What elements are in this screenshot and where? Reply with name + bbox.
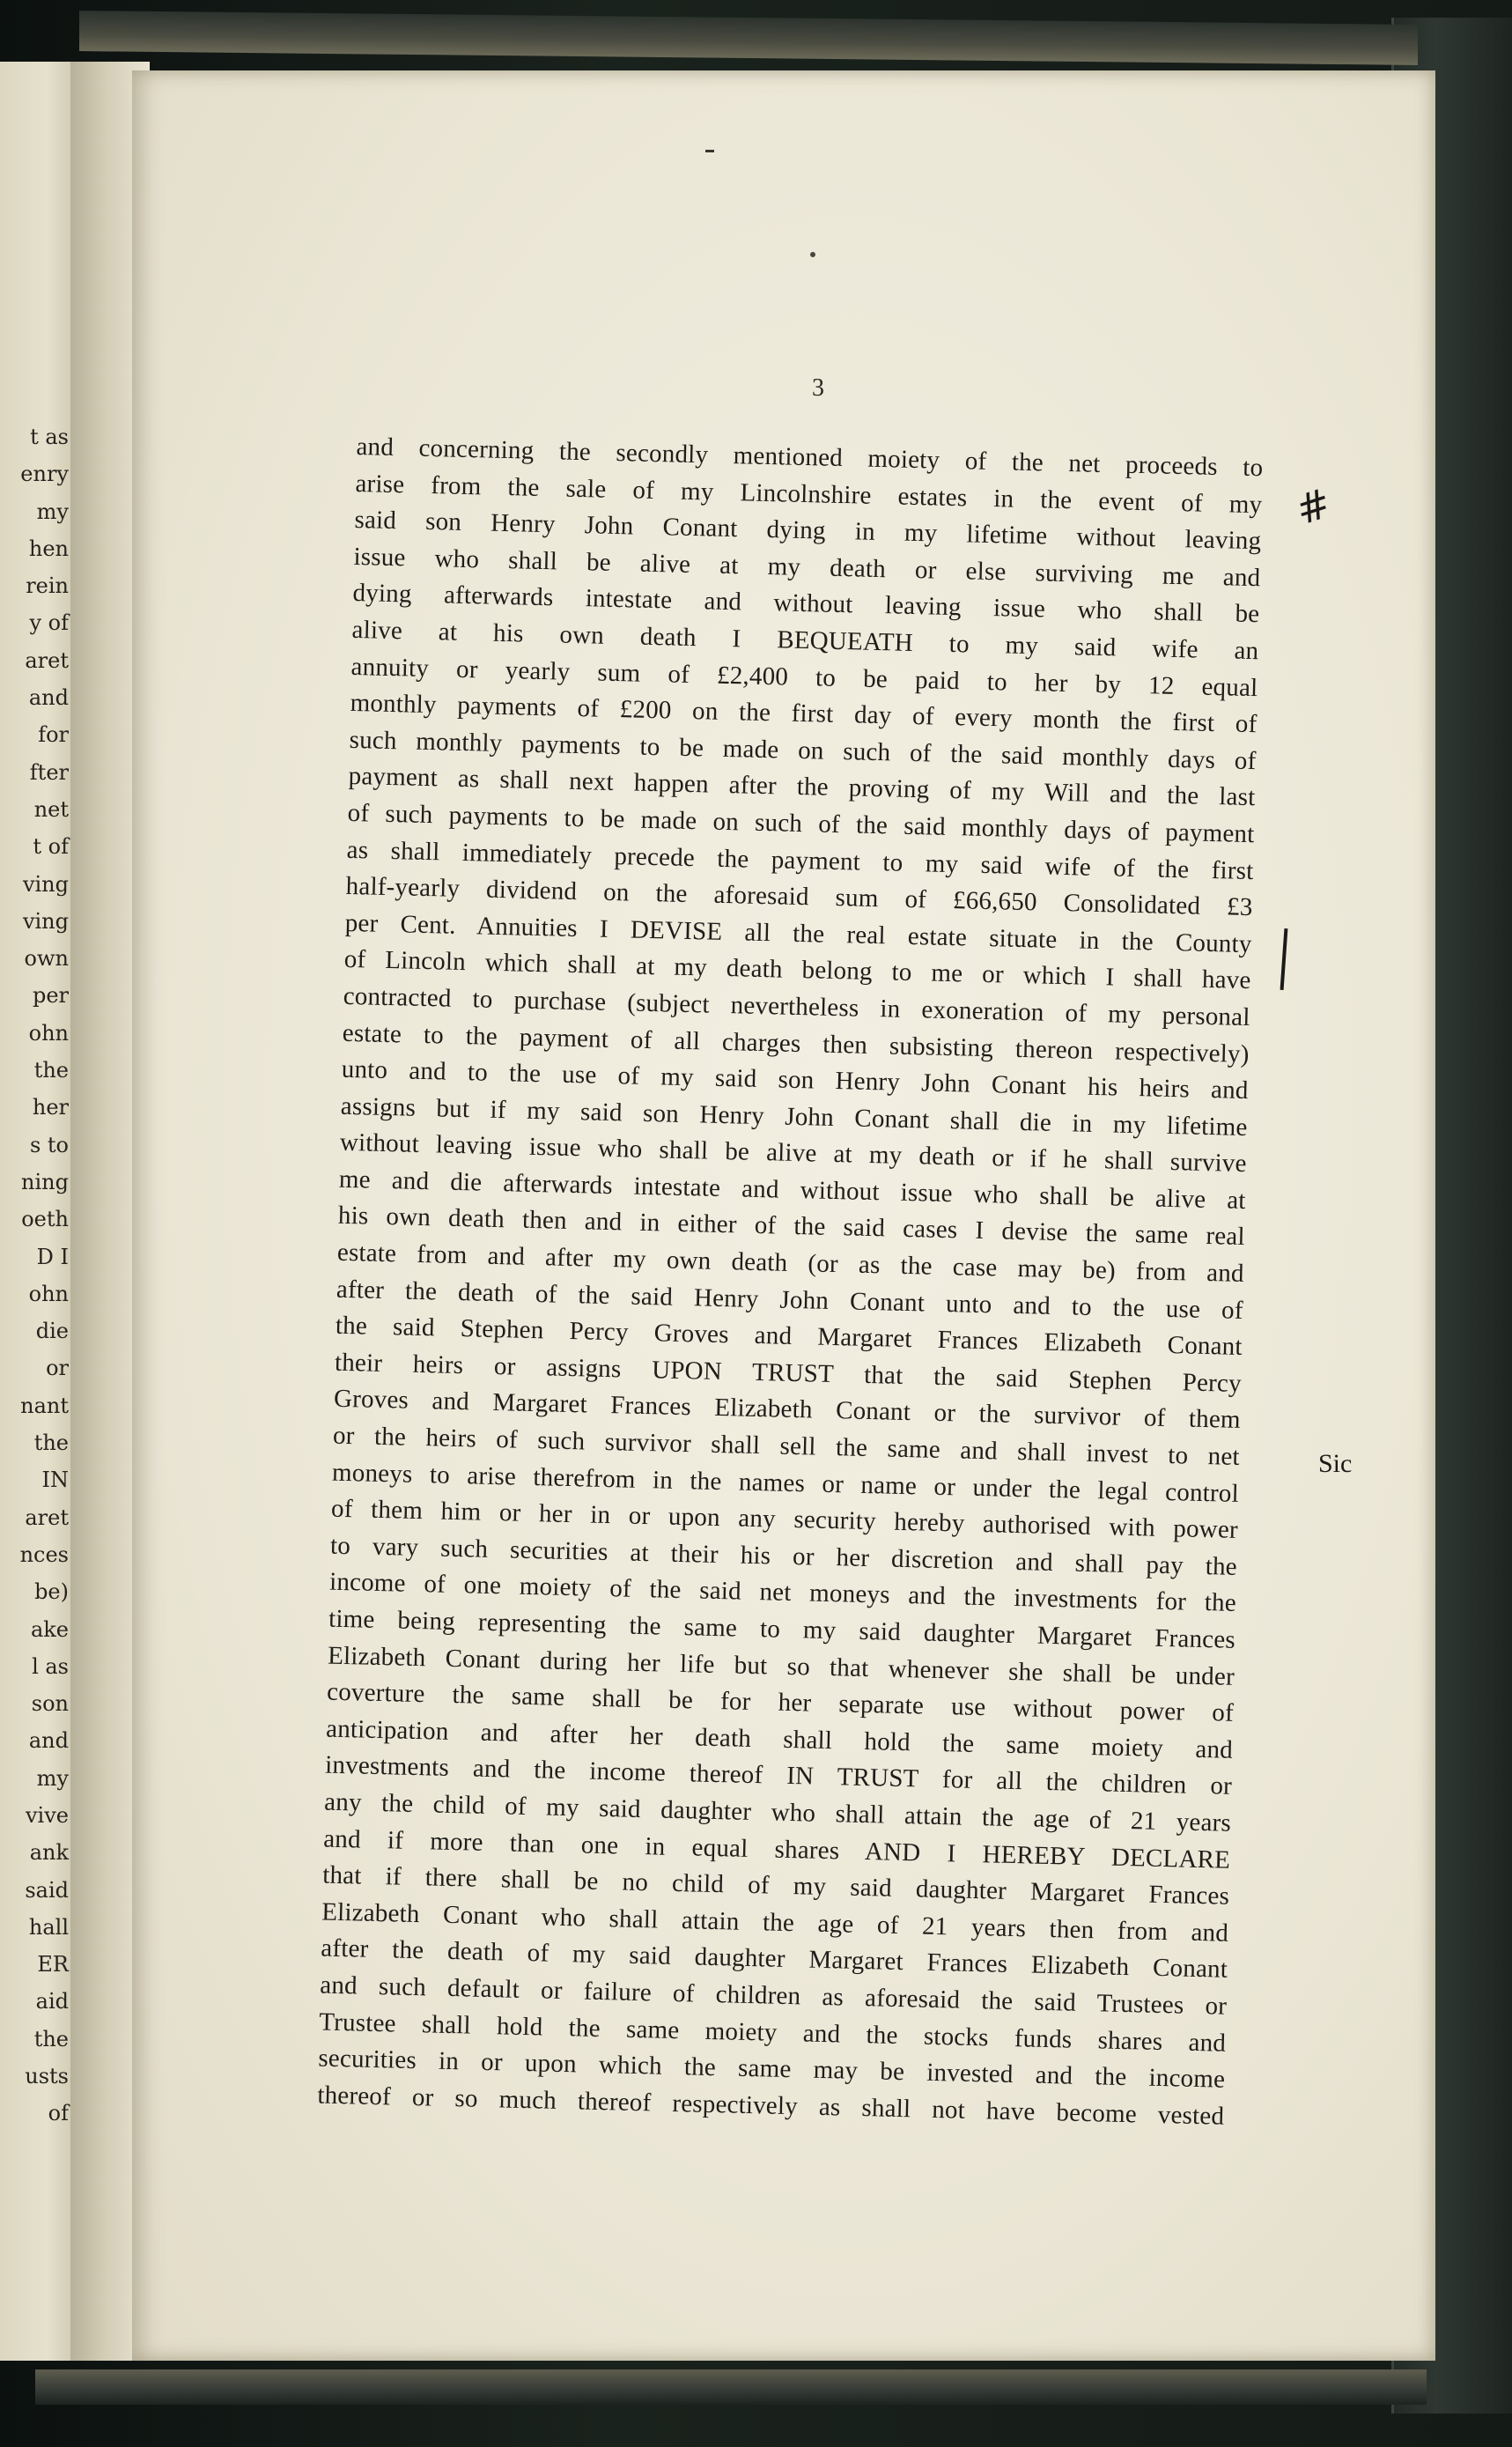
facing-page-fragment: hall [28,1914,69,1940]
text-line: issue who shall be alive at my death or else surviving me and [353,542,1261,593]
facing-page-fragment: hen [28,536,69,561]
text-line: estate to the payment of all charges then subsisting thereon respectively) [342,1018,1250,1068]
page-blemish-dot [810,252,815,257]
text-line: said son Henry John Conant dying in my lifetime without leaving [354,506,1262,556]
text-line: and such default or failure of children as aforesaid the said Trustees or [319,1970,1228,2021]
text-line: of such payments to be made on such of the said monthly days of payment [347,798,1255,849]
facing-page-fragment: rein [26,573,69,599]
text-line: or the heirs of such survivor shall sell the same and shall invest to net [332,1421,1241,1471]
text-line: thereof or so much thereof respectively as shall not have become vested [317,2081,1225,2131]
facing-page-fragment: and [28,685,69,711]
text-line: their heirs or assigns UPON TRUST that the said Stephen Percy [334,1348,1243,1398]
facing-page-fragment: ER [37,1952,69,1978]
facing-page-fragment: my [36,499,69,524]
text-line: as shall immediately precede the payment to my said wife of the first [346,835,1254,885]
text-line: unto and to the use of my said son Henry John Conant his heirs and [341,1054,1249,1105]
text-line: half-yearly dividend on the aforesaid sum of £66,650 Consolidated £3 [345,871,1253,922]
facing-page-fragment: for [38,722,69,748]
facing-page-fragment: die [35,1319,69,1344]
text-line: his own death then and in either of the said cases I devise the same real [337,1201,1246,1252]
text-line: annuity or yearly sum of £2,400 to be paid to her by 12 equal [350,652,1258,702]
text-line: without leaving issue who shall be alive at my death or if he shall survive [339,1128,1248,1179]
text-line: Groves and Margaret Frances Elizabeth Conant or the survivor of them [333,1385,1242,1435]
facing-page-fragment: IN [41,1467,69,1493]
facing-page-fragment: ning [21,1169,69,1194]
text-line: coverture the same shall be for her separate use without power of [326,1677,1235,1728]
facing-page-fragment: son [31,1691,69,1717]
text-line: moneys to arise therefrom in the names or name or under the legal control [331,1458,1240,1508]
page-body-text [317,429,1264,2135]
facing-page-fragment: vive [26,1802,69,1828]
text-line: dying afterwards intestate and without leaving issue who shall be [352,579,1260,629]
facing-page-fragment: aret [25,1504,69,1530]
text-line: anticipation and after her death shall hold the same moiety and [325,1714,1234,1764]
text-line: investments and the income thereof IN TRUST for all the children or [324,1750,1233,1801]
facing-page-fragment: enry [20,462,69,487]
facing-page-fragment: said [25,1877,69,1903]
facing-page-fragment: of [48,2101,69,2126]
margin-hash-mark: # [1289,478,1337,535]
facing-page-fragment: D I [36,1244,69,1269]
facing-page-fragment: nces [19,1541,69,1567]
text-line: arise from the sale of my Lincolnshire estates in the event of my [355,469,1263,519]
text-line: after the death of my said daughter Margaret Frances Elizabeth Conant [320,1933,1228,1985]
facing-page-fragment: aid [35,1989,69,2015]
book-edge-top [79,11,1418,65]
text-line: any the child of my said daughter who shall attain the age of 21 years [323,1787,1232,1837]
facing-page-fragment: t of [33,834,69,860]
book-edge-bottom [35,2369,1427,2405]
facing-page-fragment: s to [29,1132,69,1157]
facing-page-fragment: her [32,1095,69,1120]
text-line: to vary such securities at their his or her discretion and shall pay the [329,1531,1238,1581]
text-line: payment as shall next happen after the proving of my Will and the last [348,762,1256,812]
facing-page-fragment: t as [30,425,69,449]
text-line: alive at his own death I BEQUEATH to my said wife an [351,615,1259,666]
text-line: and concerning the secondly mentioned moiety of the net proceeds to [356,432,1264,483]
facing-page-fragment: nant [20,1393,69,1418]
facing-page-fragment: y of [29,610,69,636]
text-line: Trustee shall hold the same moiety and the stocks funds shares and [319,2007,1227,2058]
facing-page-fragment: the [33,2026,69,2051]
text-line: contracted to purchase (subject nevertheless in exoneration of my personal [343,981,1250,1031]
text-line: that if there shall be no child of my said daughter Margaret Frances [321,1860,1230,1911]
text-line: time being representing the same to my said daughter Margaret Frances [328,1604,1236,1654]
text-line: securities in or upon which the same may be invested and the income [318,2044,1226,2094]
text-line: the said Stephen Percy Groves and Margaret Frances Elizabeth Conant [335,1311,1243,1362]
text-line: estate from and after my own death (or as the case may be) from and [336,1238,1245,1289]
text-line: of them him or her in or upon any security hereby authorised with power [330,1494,1239,1545]
text-line: me and die afterwards intestate and without issue who shall be alive at [338,1164,1247,1215]
page-number: 3 [812,374,824,402]
text-line: such monthly payments to be made on such of the said monthly days of [349,725,1257,775]
facing-page-fragment: usts [25,2064,69,2089]
facing-page-fragment: ank [29,1840,69,1866]
facing-page-fragment: oeth [21,1207,69,1232]
facing-page-fragment: ohn [28,1020,69,1046]
facing-page-fragment: ving [22,908,69,934]
text-line: Elizabeth Conant who shall attain the age of 21 years then from and [321,1897,1229,1948]
facing-page-fragment: the [33,1430,69,1456]
text-line: after the death of the said Henry John Conant unto and to the use of [336,1275,1244,1325]
facing-page-fragment: ohn [28,1281,69,1306]
facing-page-fragment: net [33,796,69,822]
facing-page-left [0,62,77,2361]
facing-page-fragment: and [28,1728,69,1754]
facing-page-fragment: or [46,1356,69,1381]
facing-page-fragment: ving [22,871,69,897]
facing-page-fragment: aret [25,647,69,673]
facing-page-fragment: l as [32,1653,69,1679]
text-line: Elizabeth Conant during her life but so that whenever she shall be under [327,1641,1235,1691]
text-line: income of one moiety of the said net moneys and the investments for the [328,1568,1237,1618]
text-line: monthly payments of £200 on the first day of every month the first of [350,689,1258,739]
facing-page-fragment: ake [30,1616,69,1642]
margin-sic-note: Sic [1318,1449,1353,1478]
text-line: assigns but if my said son Henry John Conant shall die in my lifetime [340,1091,1248,1142]
facing-page-fragment: the [33,1058,69,1083]
facing-page-fragment: my [36,1765,69,1791]
facing-page-fragment: be) [34,1579,69,1605]
text-line: and if more than one in equal shares AND I HEREBY DECLARE [322,1824,1231,1874]
facing-page-fragment: own [24,946,69,972]
text-line: of Lincoln which shall at my death belong to me or which I shall have [343,945,1251,995]
text-line: per Cent. Annuities I DEVISE all the real estate situate in the County [344,908,1252,958]
facing-page-fragment: fter [29,759,69,785]
facing-page-text-fragments [0,418,69,2133]
facing-page-fragment: per [32,983,69,1009]
page-blemish-dash [705,150,714,152]
